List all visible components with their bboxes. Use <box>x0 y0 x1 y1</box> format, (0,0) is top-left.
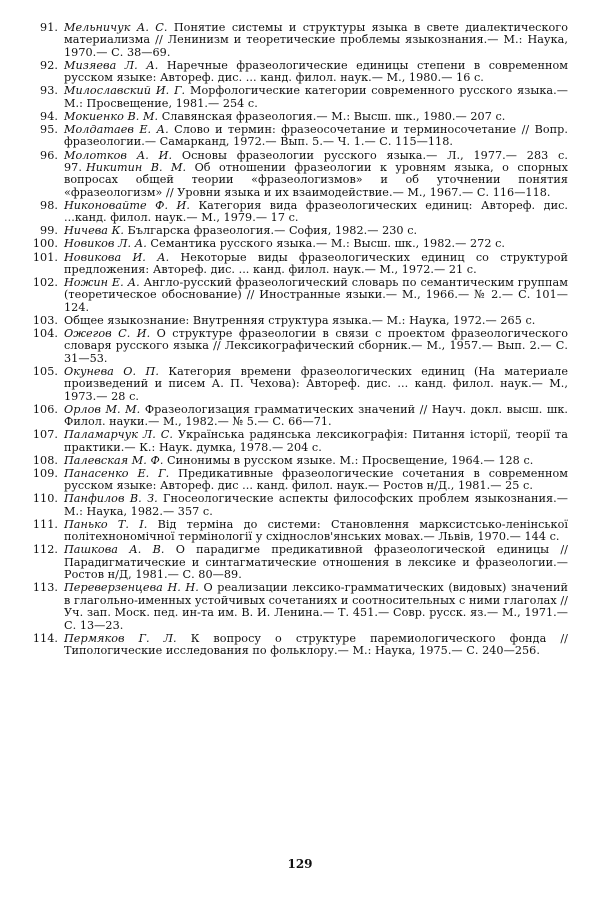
entry-text: Наречные фразеологические единицы степени в современном русском языке: Автореф. дис. ... канд. филол. наук.— М., 1980.— 16 с. <box>64 58 568 85</box>
entry-text: О реализации лексико-грамматических (видовых) значений в глагольно-именных устойчивых сочетаниях и соотносительных с ними глаголах // Уч. зап. Моск. пед. ин-та им. В. И. Ленина.— Т. 451.— Совр. русск. яз.— М., 1971.— С. 13—23. <box>64 581 568 632</box>
entry-text: Категория времени фразеологических единиц (На материале произведений и писем А. П. Чехова): Автореф. дис. ... канд. филол. наук.— М., 1973.— 28 с. <box>64 364 568 403</box>
entry-author: Паламарчук Л. С. <box>64 428 174 442</box>
bib-entry-112: 112. Пашкова А. В. О парадигме предикативной фразеологической единицы // Парадигматические и синтагматические отношения в лексике и фразеологии.— Ростов н/Д, 1981.— С. 80—89. <box>32 543 568 582</box>
entry-text: Від терміна до системи: Становлення марксистсько-ленінської політехнономічної термінології у східнослов'янських мовах.— Львів, 1970.— 144 с. <box>64 517 568 544</box>
bib-entry-101: 101. Новикова И. А. Некоторые виды фразеологических единиц со структурой предложения: Автореф. дис. ... канд. филол. наук.— М., 1972.— 21 с. <box>32 250 568 276</box>
entry-author: Ожегов С. И. <box>64 327 151 340</box>
inline-entry-number: 97. <box>64 160 82 174</box>
entry-author: Пашкова А. В. <box>64 543 165 557</box>
bib-entry-105: 105. Окунева О. П. Категория времени фразеологических единиц (На материале произведений и писем А. П. Чехова): Автореф. дис. ... канд. филол. наук.— М., 1973.— 28 с. <box>32 364 568 403</box>
entry-author: Милославский И. Г. <box>64 84 186 98</box>
entry-text: Слово и термин: фразеосочетание и терминосочетание // Вопр. фразеологии.— Самарканд, 1972.— Вып. 5.— Ч. 1.— С. 115—118. <box>64 123 569 149</box>
bib-entry-103: 103. Общее языкознание: Внутренняя структура языка.— М.: Наука, 1972.— 265 с. <box>32 313 536 327</box>
entry-author: Мизяева Л. А. <box>64 58 159 72</box>
bib-entry-113: 113. Переверзенцева Н. Н. О реализации лексико-грамматических (видовых) значений в глагольно-именных устойчивых сочетаниях и соотносительных с ними глаголах // Уч. зап. Моск. пед. ин-та им. В. И. Ленина.— Т. 451.— Совр. русск. яз.— М., 1971.— С. 13—23. <box>32 581 568 632</box>
entry-text: Общее языкознание: Внутренняя структура языка.— М.: Наука, 1972.— 265 с. <box>64 313 536 327</box>
entry-author: Молотков А. И. <box>64 148 173 162</box>
bib-entry-91: 91. Мельничук А. С. Понятие системы и структуры языка в свете диалектического материализма // Ленинизм и теоретические проблемы языкознания.— М.: Наука, 1970.— С. 38—69. <box>40 21 568 59</box>
bib-entry-104: 104. Ожегов С. И. О структуре фразеологии в связи с проектом фразеологического словаря русского языка // Лексикографический сборник.— М., 1957.— Вып. 2.— С. 31—53. <box>32 327 568 365</box>
bib-entry-114: 114. Пермяков Г. Л. К вопросу о структуре паремиологического фонда // Типологические исследования по фольклору.— М.: Наука, 1975.— С. 240—256. <box>32 631 568 658</box>
entry-author: Панфилов В. З. <box>64 492 158 506</box>
entry-author: Мокиенко В. М. <box>64 109 159 123</box>
bib-entry-92: 92. Мизяева Л. А. Наречные фразеологические единицы степени в современном русском языке: Автореф. дис. ... канд. филол. наук.— М., 1980.— 16 с. <box>40 58 568 85</box>
entry-text: Синонимы в русском языке. М.: Просвещение, 1964.— 128 с. <box>163 453 534 467</box>
entry-text: О парадигме предикативной фразеологической единицы // Парадигматические и синтагматические отношения в лексике и фразеологии.— Ростов н/Д, 1981.— С. 80—89. <box>64 543 568 582</box>
entry-text: Основы фразеологии русского языка.— Л., 1977.— 283 с. <box>172 148 568 162</box>
bib-entry-109: 109. Панасенко Е. Г. Предикативные фразеологические сочетания в современном русском языке: Автореф. дис ... канд. филол. наук.— Ростов н/Д., 1981.— 25 с. <box>32 466 568 493</box>
entry-text: Некоторые виды фразеологических единиц со структурой предложения: Автореф. дис. ... канд. филол. наук.— М., 1972.— 21 с. <box>64 250 568 276</box>
entry-text: Об отношении фразеологии к уровням языка, о спорных вопросах общей теории «фразеологизмов» и об уточнении понятия «фразеологизм» // Уровни языка и их взаимодействие.— М., 1967.— С. 116—118. <box>64 160 569 199</box>
bib-entry-108: 108. Палевская М. Ф. Синонимы в русском языке. М.: Просвещение, 1964.— 128 с. <box>32 453 534 467</box>
entry-author: Панасенко Е. Г. <box>64 466 170 480</box>
bib-entry-95: 95. Молдатаев Е. А. Слово и термин: фразеосочетание и терминосочетание // Вопр. фразеологии.— Самарканд, 1972.— Вып. 5.— Ч. 1.— С. 115—118. <box>40 123 569 149</box>
entry-author: Новикова И. А. <box>64 250 170 264</box>
entry-text: К вопросу о структуре паремиологического фонда // Типологические исследования по фольклору.— М.: Наука, 1975.— С. 240—256. <box>64 631 568 658</box>
page-number: 129 <box>287 857 313 871</box>
bib-entry-94: 94. Мокиенко В. М. Славянская фразеология.— М.: Высш. шк., 1980.— 207 с. <box>40 109 506 123</box>
bib-entry-107: 107. Паламарчук Л. С. Українська радянська лексикографія: Питання історії, теорії та практики.— К.: Наук. думка, 1978.— 204 с. <box>32 428 568 454</box>
entry-text: Фразеологизация грамматических значений // Науч. докл. высш. шк. Филол. науки.— М., 1982.— № 5.— С. 66—71. <box>64 402 569 429</box>
entry-text: Гносеологические аспекты философских проблем языкознания.— М.: Наука, 1982.— 357 с. <box>64 492 568 518</box>
entry-text: Семантика русского языка.— М.: Высш. шк., 1982.— 272 с. <box>146 237 506 251</box>
entry-author: Молдатаев Е. А. <box>64 123 169 136</box>
entry-text: О структуре фразеологии в связи с проектом фразеологического словаря русского языка // Лексикографический сборник.— М., 1957.— Вып. 2.— С. 31—53. <box>64 327 568 365</box>
bib-entry-96: 96. Молотков А. И. Основы фразеологии русского языка.— Л., 1977.— 283 с. 97. Никитин В. М. Об отношении фразеологии к уровням языка, о спорных вопросах общей теории «фразеологизмов» и об уточнении понятия «фразеологизм» // Уровни языка и их взаимодействие.— М., 1967.— С. 116—118. <box>40 148 569 199</box>
entry-author: Ничева К. <box>64 224 124 238</box>
entry-text: Англо-русский фразеологический словарь по семантическим группам (теоретическое обоснование) // Иностранные языки.— М., 1966.— № 2.— С. 101—124. <box>64 276 568 314</box>
entry-author: Новиков Л. А. <box>64 237 147 251</box>
bib-entry-106: 106. Орлов М. М. Фразеологизация грамматических значений // Науч. докл. высш. шк. Филол. науки.— М., 1982.— № 5.— С. 66—71. <box>32 402 569 429</box>
entry-text: Българска фразеология.— София, 1982.— 230 с. <box>123 224 418 238</box>
entry-author: Мельничук А. С. <box>64 21 168 34</box>
entry-author: Никитин В. М. <box>85 160 187 174</box>
entry-author: Окунева О. П. <box>64 364 159 378</box>
entry-text: Категория вида фразеологических единиц: Автореф. дис. ...канд. филол. наук.— М., 1979.— 17 с. <box>64 198 569 225</box>
entry-author: Пермяков Г. Л. <box>64 631 177 645</box>
bib-entry-102: 102. Ножин Е. А. Англо-русский фразеологический словарь по семантическим группам (теоретическое обоснование) // Иностранные языки.— М., 1966.— № 2.— С. 101—124. <box>32 276 568 314</box>
entry-text: Українська радянська лексикографія: Питання історії, теорії та практики.— К.: Наук. думка, 1978.— 204 с. <box>64 428 568 454</box>
entry-text: Морфологические категории современного русского языка.— М.: Просвещение, 1981.— 254 с. <box>64 84 568 110</box>
entry-text: Понятие системы и структуры языка в свете диалектического материализма // Ленинизм и теоретические проблемы языкознания.— М.: Наука, 1970.— С. 38—69. <box>64 21 568 59</box>
bib-entry-110: 110. Панфилов В. З. Гносеологические аспекты философских проблем языкознания.— М.: Наука, 1982.— 357 с. <box>32 492 568 518</box>
entry-author: Орлов М. М. <box>64 402 141 416</box>
entry-author: Панько Т. І. <box>64 517 148 531</box>
entry-text: Предикативные фразеологические сочетания в современном русском языке: Автореф. дис ... канд. филол. наук.— Ростов н/Д., 1981.— 25 с. <box>64 466 568 493</box>
bib-entry-98: 98. Никоновайте Ф. И. Категория вида фразеологических единиц: Автореф. дис. ...канд. филол. наук.— М., 1979.— 17 с. <box>40 198 569 225</box>
entry-author: Никоновайте Ф. И. <box>64 198 190 212</box>
entry-author: Палевская М. Ф. <box>64 453 164 467</box>
bib-entry-100: 100. Новиков Л. А. Семантика русского языка.— М.: Высш. шк., 1982.— 272 с. <box>32 237 506 251</box>
bib-entry-99: 99. Ничева К. Българска фразеология.— София, 1982.— 230 с. <box>40 224 418 238</box>
bib-entry-93: 93. Милославский И. Г. Морфологические категории современного русского языка.— М.: Просвещение, 1981.— 254 с. <box>40 84 568 110</box>
entry-author: Переверзенцева Н. Н. <box>64 581 199 595</box>
entry-text: Славянская фразеология.— М.: Высш. шк., 1980.— 207 с. <box>158 109 506 123</box>
bibliography-list <box>30 22 568 658</box>
entry-author: Ножин Е. А. <box>64 276 140 289</box>
bib-entry-111: 111. Панько Т. І. Від терміна до системи: Становлення марксистсько-ленінської політехнономічної термінології у східнослов'янських мовах.— Львів, 1970.— 144 с. <box>32 517 568 544</box>
